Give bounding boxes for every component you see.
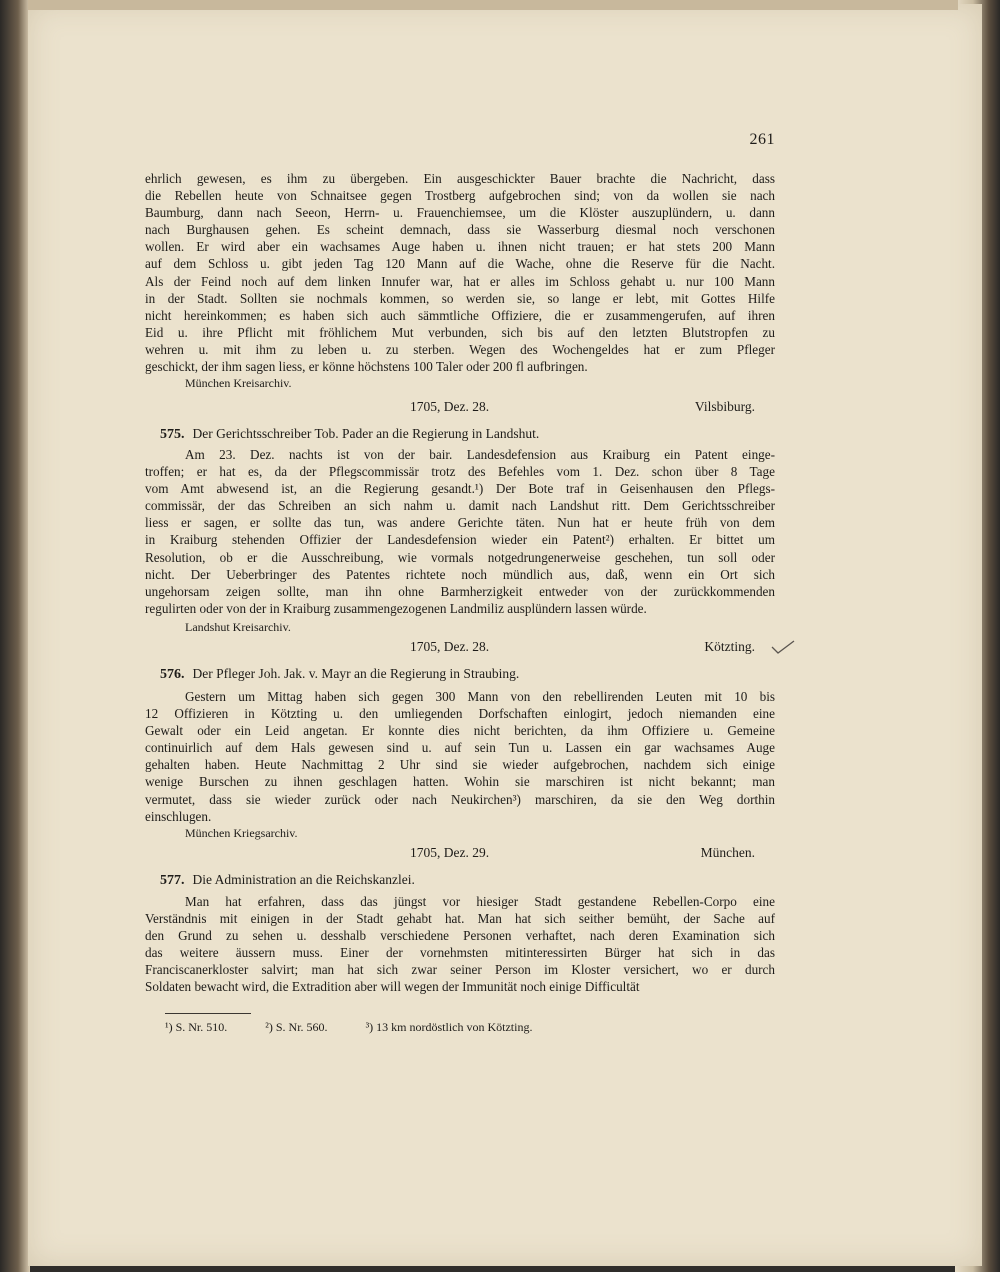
- text-line: Am 23. Dez. nachts ist von der bair. Landesdefension aus Kraiburg ein Patent einge-: [185, 447, 775, 462]
- text-line: vom Amt abwesend ist, an die Regierung gesandt.¹) Der Bote traf in Geisenhausen den Pflegs-: [145, 481, 775, 497]
- doc-place: Vilsbiburg.: [694, 399, 755, 414]
- doc-date: 1705, Dez. 29.: [410, 845, 490, 860]
- doc-heading-text: Der Pfleger Joh. Jak. v. Mayr an die Regierung in Straubing.: [192, 666, 520, 681]
- doc-number: 577.: [160, 873, 185, 888]
- text-line: das weitere äussern muss. Einer der vornehmsten mitinteressirten Bürger hat sich in das: [145, 945, 775, 961]
- text-line: wenige Burschen zu ihnen geschlagen hatten. Wohin sie marschiren ist nicht bekannt; man: [145, 774, 775, 790]
- text-line: ungehorsam zeigen sollte, man ihn ohne Barmherzigkeit entweder von der zurückkommenden: [145, 583, 775, 599]
- doc-place: München.: [700, 845, 755, 860]
- page-number: 261: [749, 131, 775, 148]
- doc-number: 576.: [160, 667, 185, 682]
- text-line: den Grund zu sehen u. desshalb verschiedene Personen verhaftet, nach deren Examination sich: [145, 928, 775, 944]
- text-line: liess er sagen, er sollte das tun, was andere Gerichte täten. Nun hat er heute früh von dem: [145, 515, 775, 531]
- text-line: commissär, der das Schreiben an sich nahm u. damit nach Landshut ritt. Dem Gerichtsschreiber: [145, 498, 775, 514]
- doc-576-heading: [160, 666, 519, 683]
- text-line: in Kraiburg stehenden Offizier der Landesdefension wieder ein Patent²) erhalten. Er bittet um: [145, 532, 775, 548]
- footnote-rule: [165, 1013, 251, 1014]
- text-line: 12 Offizieren in Kötzting u. den umliegenden Dorfschaften einlogirt, jedoch niemanden eine: [145, 706, 775, 722]
- doc-577-heading: [160, 872, 415, 889]
- text-line: auf dem Schloss u. gibt jeden Tag 120 Mann auf die Wache, ohne die Reserve für die Nacht.: [145, 256, 775, 272]
- doc-date: 1705, Dez. 28.: [410, 399, 490, 414]
- text-line: in der Stadt. Sollten sie nochmals kommen, so werden sie, so lange er lebt, mit Gottes Hilfe: [145, 290, 775, 306]
- doc-place: Kötzting.: [704, 639, 755, 654]
- text-line: geschickt, der ihm sagen liess, er könne höchstens 100 Taler oder 200 fl aufbringen.: [145, 359, 588, 375]
- text-line: regulirten oder von der in Kraiburg zusammengezogenen Landmiliz ausplündern lassen würde.: [145, 600, 647, 616]
- footnote: ¹) S. Nr. 510.: [165, 1020, 228, 1034]
- text-line: nicht hereinkommen; es haben sich auch sämmtliche Offiziere, die er zusammengerufen, auf ihren: [145, 307, 775, 323]
- doc-date: 1705, Dez. 28.: [410, 639, 490, 654]
- archive-source: München Kreisarchiv.: [185, 376, 292, 390]
- text-line: nicht. Der Ueberbringer des Patentes richtete noch mündlich aus, daß, wenn ein Ort sich: [145, 566, 775, 582]
- page-top-edge: [28, 0, 958, 10]
- archive-source: Landshut Kreisarchiv.: [185, 620, 291, 634]
- text-line: ehrlich gewesen, es ihm zu übergeben. Ein ausgeschickter Bauer brachte die Nachricht, dass: [145, 171, 775, 186]
- text-line: Baumburg, dann nach Seeon, Herrn- u. Frauenchiemsee, um die Klöster auszuplündern, u. dann: [145, 205, 775, 221]
- text-line: einschlugen.: [145, 808, 212, 824]
- text-line: vermutet, dass sie wieder zurück oder nach Neukirchen³) marschiren, da sie den Weg dorthin: [145, 791, 775, 807]
- doc-heading-text: Die Administration an die Reichskanzlei.: [192, 872, 415, 887]
- archive-source: München Kriegsarchiv.: [185, 826, 298, 840]
- text-line: nach Burghausen gehen. Es scheint demnach, dass sie Wasserburg diesmal noch verschonen: [145, 222, 775, 238]
- doc-575-body: [145, 446, 775, 617]
- doc-number: 575.: [160, 427, 185, 442]
- text-line: Als der Feind noch auf dem linken Innufer war, hat er alles im Schloss gehabt u. nur 100 Mann: [145, 273, 775, 289]
- text-line: Gewalt oder ein Leid angetan. Er konnte dies nicht berichten, da ihm Offiziere u. Gemeine: [145, 723, 775, 739]
- doc-heading-text: Der Gerichtsschreiber Tob. Pader an die Regierung in Landshut.: [192, 426, 540, 441]
- text-line: Franciscanerkloster salvirt; man hat sich zwar seiner Person im Kloster versichert, wo er durch: [145, 962, 775, 978]
- text-line: continuirlich auf dem Hals gewesen sind u. auf sein Tun u. Lassen ein gar wachsames Auge: [145, 740, 775, 756]
- pencil-checkmark-icon: [770, 638, 796, 658]
- paragraph-continued: [145, 170, 775, 375]
- text-line: troffen; er hat es, da der Pflegscommissär trotz des Befehles vom 1. Dez. schon über 8 Tage: [145, 464, 775, 480]
- text-line: Man hat erfahren, dass das jüngst vor hiesiger Stadt gestandene Rebellen-Corpo eine: [185, 894, 775, 909]
- footnote: ³) 13 km nordöstlich von Kötzting.: [365, 1020, 533, 1034]
- text-line: Soldaten bewacht wird, die Extradition aber will wegen der Immunität noch einige Difficultät: [145, 979, 640, 995]
- text-line: wehren u. mit ihm zu leben u. zu sterben. Wegen des Wochengeldes hat er zum Pfleger: [145, 341, 775, 357]
- text-line: Resolution, ob er die Ausschreibung, wie vormals notgedrungenerweise geschehen, tun soll oder: [145, 549, 775, 565]
- text-line: gehalten haben. Heute Nachmittag 2 Uhr sind sie wieder aufgebrochen, nachdem sich einige: [145, 757, 775, 773]
- doc-577-body: [145, 893, 775, 996]
- doc-576-body: [145, 688, 775, 825]
- text-line: die Rebellen heute von Schnaitsee gegen Trostberg aufgebrochen sind; von da wollen sie nach: [145, 188, 775, 204]
- footnotes: [165, 1020, 570, 1035]
- text-line: Eid u. ihre Pflicht mit fröhlichem Mut verbunden, sich bis auf den letzten Blutstropfen zu: [145, 324, 775, 340]
- text-line: Verständnis mit einigen in der Stadt gehabt hat. Man hat sich seither bemüht, der Sache auf: [145, 911, 775, 927]
- doc-575-heading: [160, 426, 539, 443]
- footnote: ²) S. Nr. 560.: [265, 1020, 328, 1034]
- text-line: Gestern um Mittag haben sich gegen 300 Mann von den rebellirenden Leuten mit 10 bis: [185, 689, 775, 704]
- text-line: wollen. Er wird aber ein wachsames Auge haben u. ihnen nicht trauen; er hat stets 200 Mann: [145, 239, 775, 255]
- book-spine-edge: [0, 0, 30, 1272]
